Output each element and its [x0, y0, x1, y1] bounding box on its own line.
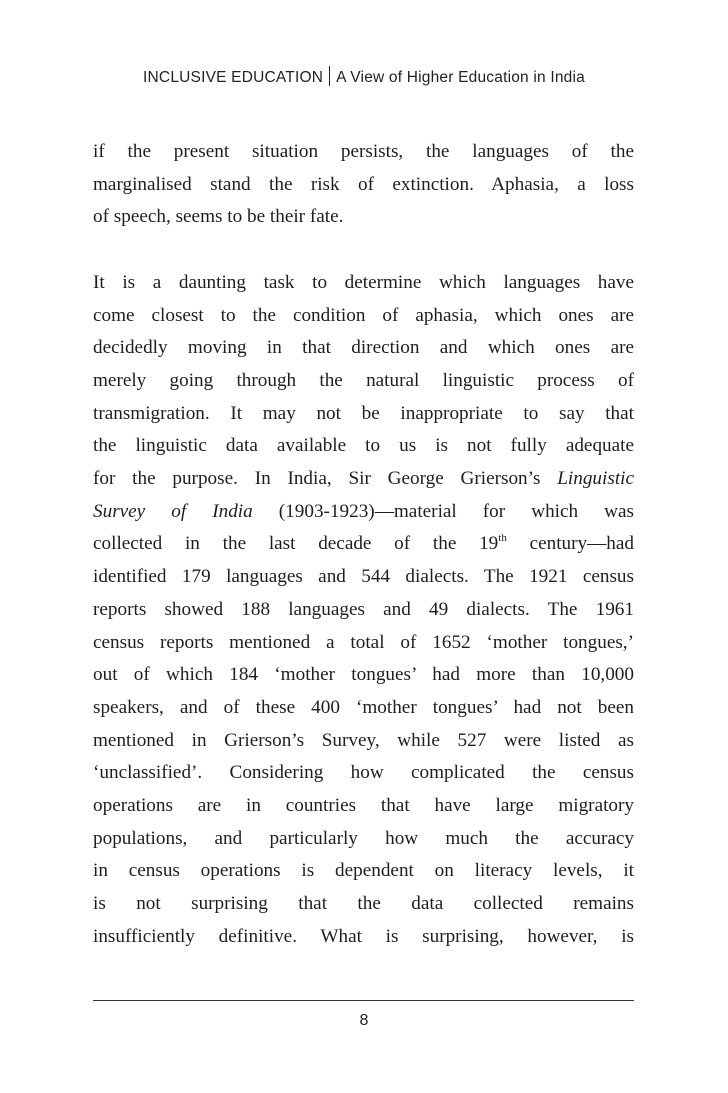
text-line: transmigration. It may not be inappropriate to say that [93, 402, 634, 424]
text-line: reports showed 188 languages and 49 dialects. The 1961 [93, 598, 634, 620]
text-line: marginalised stand the risk of extinction. Aphasia, a loss [93, 173, 634, 195]
running-head [0, 66, 728, 87]
text-run: collected in the last decade of the 19 [93, 533, 499, 555]
text-line: identified 179 languages and 544 dialects. The 1921 census [93, 566, 634, 588]
text-line: operations are in countries that have large migratory [93, 795, 634, 817]
text-line: out of which 184 ‘mother tongues’ had more than 10,000 [93, 664, 634, 686]
text-line: decidedly moving in that direction and which ones are [93, 337, 634, 359]
text-line: is not surprising that the data collected remains [93, 893, 634, 915]
text-line: come closest to the condition of aphasia, which ones are [93, 304, 634, 326]
text-line-with-superscript [93, 528, 634, 561]
text-line: census reports mentioned a total of 1652 ‘mother tongues,’ [93, 631, 634, 653]
text-line: ‘unclassified’. Considering how complicated the census [93, 762, 634, 784]
text-line: in census operations is dependent on literacy levels, it [93, 860, 634, 882]
italic-book-title-part-1: Linguistic [557, 468, 634, 490]
text-line: speakers, and of these 400 ‘mother tongues’ had not been [93, 696, 634, 718]
text-line: It is a daunting task to determine which languages have [93, 271, 634, 293]
ordinal-superscript: th [498, 532, 507, 545]
page-number: 8 [359, 1012, 369, 1029]
body-text [93, 136, 634, 954]
text-line: mentioned in Grierson’s Survey, while 527 were listed as [93, 729, 634, 751]
text-line: the linguistic data available to us is not fully adequate [93, 435, 634, 457]
text-line-with-italic [93, 463, 634, 496]
running-head-subtitle: A View of Higher Education in India [336, 69, 585, 86]
text-line: merely going through the natural linguistic process of [93, 369, 634, 391]
text-line: populations, and particularly how much the accuracy [93, 827, 634, 849]
footer-rule [93, 1000, 634, 1001]
text-line: of speech, seems to be their fate. [93, 206, 344, 228]
text-run: for the purpose. In India, Sir George Grierson’s [93, 468, 558, 490]
running-head-book-title: INCLUSIVE EDUCATION [143, 69, 324, 86]
paragraph-1 [93, 136, 634, 234]
text-line-with-italic [93, 496, 634, 529]
text-line: insufficiently definitive. What is surprising, however, is [93, 925, 634, 947]
text-line: if the present situation persists, the languages of the [93, 141, 634, 162]
running-head-separator [329, 66, 330, 86]
text-run: (1903-1923)—material for which was [252, 500, 634, 522]
text-run: century—had [506, 533, 634, 555]
paragraph-2 [93, 267, 634, 954]
italic-book-title-part-2: Survey of India [93, 500, 253, 522]
